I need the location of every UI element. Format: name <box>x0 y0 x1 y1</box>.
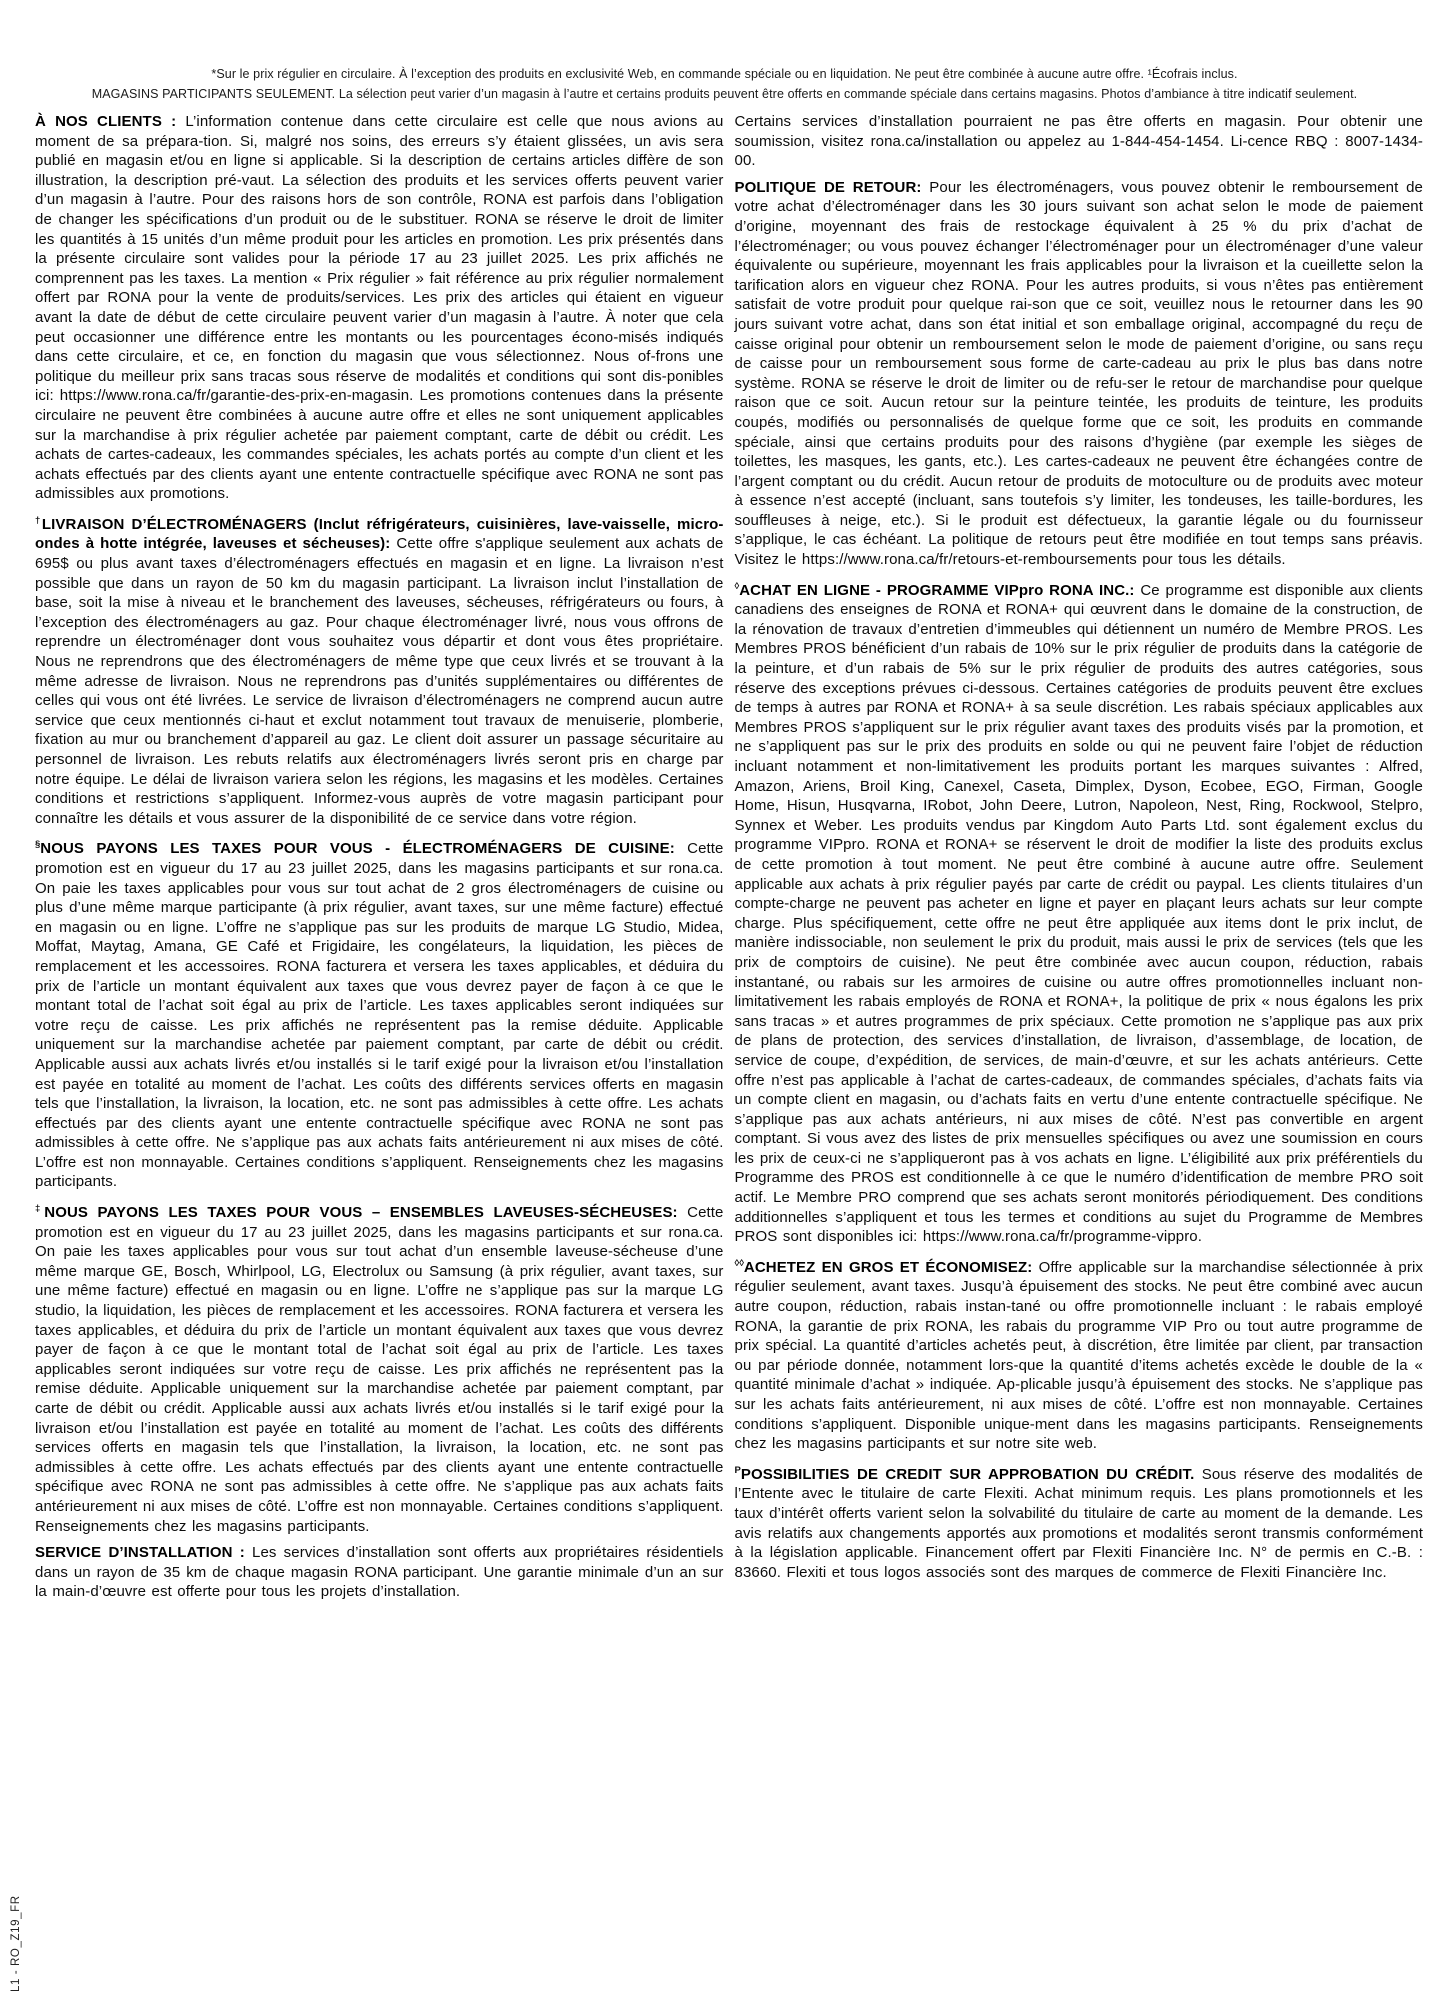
page-code-vertical: L1 - RO_Z19_FR <box>10 1895 22 1992</box>
note-participating-stores: MAGASINS PARTICIPANTS SEULEMENT. La sélection peut varier d’un magasin à l’autre et certains produits peuvent être offerts en commande spéciale dans certains magasins. Photos d’ambiance à titre indicatif seulement. <box>91 87 1358 101</box>
section-heading: SERVICE D’INSTALLATION : <box>35 1544 253 1562</box>
section-heading: NOUS PAYONS LES TAXES POUR VOUS – ENSEMBLES LAVEUSES-SÉCHEUSES: <box>44 1204 688 1222</box>
legal-section <box>735 1254 1424 1454</box>
legal-section <box>735 1461 1424 1583</box>
section-body: L’information contenue dans cette circulaire est celle que nous avions au moment de sa prépara-tion. Si, malgré nos soins, des erreurs s’y étaient glissées, un avis sera publié en magasin et/ou en ligne si applicable. Si la description de certains articles diffère de son illustration, la description pré-vaut. La sélection des produits et les services offerts peuvent varier d’un magasin à l’autre. Pour des raisons hors de son contrôle, RONA est parfois dans l’obligation de changer les spécifications d’un produit ou de le substituer. RONA se réserve le droit de limiter les quantités à 15 unités d’un même produit pour les articles en promotion. Les prix présentés dans la présente circulaire sont valides pour la période 17 au 23 juillet 2025. Les prix affichés ne comprennent pas les taxes. La mention « Prix régulier » fait référence au prix régulier normalement offert par RONA pour la vente de produits/services. Les prix des articles qui étaient en vigueur avant la date de début de cette circulaire peuvent varier d’un magasin à l’autre. À noter que cela peut occasionner une différence entre les montants ou les pourcentages écono-misés indiqués dans cette circulaire, et ce, en fonction du magasin que vous sélectionnez. Nous of-frons une politique du meilleur prix sans tracas sous réserve de modalités et conditions qui sont dis-ponibles ici: https://www.rona.ca/fr/garantie-des-prix-en-magasin. Les promotions contenues dans la présente circulaire ne peuvent être combinées à aucune autre offre et elles ne sont uniquement applicables sur la marchandise à prix régulier achetée par paiement comptant, carte de débit ou crédit. Les achats de cartes-cadeaux, les commandes spéciales, les achats portés au compte d’un client et les achats effectués par des clients ayant une entente contractuelle spécifique avec RONA ne sont pas admissibles aux promotions. <box>35 113 724 503</box>
section-body: Offre applicable sur la marchandise sélectionnée à prix régulier seulement, avant taxes. Jusqu’à épuisement des stocks. Ne peut être combiné avec aucun autre coupon, réduction, rabais instan-tané ou offre promotionnelle incluant : le rabais employé RONA, la garantie de prix RONA, les rabais du programme VIP Pro ou tout autre programme de prix spécial. La quantité d’articles achetés peut, à discrétion, être limitée par client, par transaction ou par période donnée, notamment lors-que la quantité d’items achetés excède le double de la « quantité minimale d’achat » indiquée. Ap-plicable jusqu’à épuisement des stocks. Ne s’applique pas sur les achats faits antérieurement, ni aux mises de côté. L’offre est non monnayable. Certaines conditions s’appliquent. Disponible unique-ment dans les magasins participants. Renseignements chez les magasins participants et sur notre site web. <box>734 1258 1423 1453</box>
legal-columns <box>35 112 1423 1609</box>
section-superscript-icon: P <box>734 1464 741 1476</box>
section-heading: NOUS PAYONS LES TAXES POUR VOUS - ÉLECTROMÉNAGERS DE CUISINE: <box>40 840 688 858</box>
section-superscript-icon: † <box>35 514 42 526</box>
section-body: Les services d’installation sont offerts aux propriétaires résidentiels dans un rayon de 35 km de chaque magasin RONA participant. Une garantie minimale d’un an sur la main-d’œuvre est offerte pour tous les projets d’installation. <box>35 1544 724 1601</box>
legal-left-column <box>35 112 724 1609</box>
section-body: Pour les électroménagers, vous pouvez obtenir le remboursement de votre achat d’électroménager dans les 30 jours suivant son achat selon le mode de paiement d’origine, moyennant des frais de restockage équivalent à 25 % du prix d’achat de l’électroménager; ou vous pouvez échanger l’électroménager pour un électroménager d’une valeur équivalente ou supérieure, moyennant les frais applicables pour la livraison et la cueillette selon la tarification alors en vigueur chez RONA. Pour les autres produits, si vous n’êtes pas entièrement satisfait de votre produit pour quelque rai-son que ce soit, veuillez nous le retourner dans les 90 jours suivant votre achat, dans son état initial et son emballage original, accompagné du reçu de caisse original pour obtenir un remboursement selon le mode de paiement d’origine, ou sans reçu de caisse pour un remboursement sous forme de carte-cadeau au prix le plus bas dans notre système. RONA se réserve le droit de limiter ou de refu-ser le retour de marchandise pour quelque raison que ce soit. Aucun retour sur la peinture teintée, les produits de teinture, les produits coupés, modifiés ou personnalisés de quelque forme que ce soit, les produits en commande spéciale, ainsi que certains produits pour des raisons d’hygiène (par exemple les sièges de toilettes, les masques, les gants, etc.). Les cartes-cadeaux ne peuvent être échangées contre de l’argent comptant ou du crédit. Aucun retour de produits de motoculture ou de produits avec moteur à essence n’est accepté (incluant, sans toutefois s’y limiter, les tondeuses, les taille-bordures, les souffleuses à neige, etc.). Si le produit est défectueux, la garantie légale ou du fournisseur s’applique, le cas échéant. La politique de retours peut être modifiée en tout temps sans préavis. Visitez le https://www.rona.ca/fr/retours-et-remboursements pour tous les détails. <box>734 178 1423 569</box>
section-heading: ACHAT EN LIGNE - PROGRAMME VIPpro RONA INC.: <box>739 581 1141 599</box>
legal-right-column <box>735 112 1424 1589</box>
section-superscript-icon: § <box>35 839 41 851</box>
section-body: Certains services d’installation pourraient ne pas être offerts en magasin. Pour obtenir une soumission, visitez rona.ca/installation ou appelez au 1-844-454-1454. Li-cence RBQ : 8007-1434-00. <box>734 113 1423 170</box>
section-superscript-icon: ‡ <box>35 1203 45 1215</box>
legal-section <box>35 1199 724 1536</box>
section-body: Sous réserve des modalités de l’Entente avec le titulaire de carte Flexiti. Achat minimum requis. Les plans promotionnels et les taux d’intérêt offerts varient selon la solvabilité du titulaire de carte au moment de la demande. Les avis relatifs aux changements apportés aux promotions et modalités seront transmis conformément à la législation applicable. Financement offert par Flexiti Financière Inc. N° de permis en C.-B. : 83660. Flexiti et tous logos associés sont des marques de commerce de Flexiti Financière Inc. <box>734 1465 1423 1581</box>
top-notes <box>0 64 1449 104</box>
legal-section <box>35 112 724 504</box>
legal-section <box>35 835 724 1192</box>
legal-section <box>735 178 1424 570</box>
section-superscript-icon: ◊◊ <box>734 1257 744 1269</box>
legal-section <box>35 1543 724 1602</box>
section-body: Ce programme est disponible aux clients canadiens des enseignes de RONA et RONA+ qui œuvrent dans le domaine de la construction, de la rénovation de travaux d’entretien d’immeubles qui détiennent un numéro de Membre PROS. Les Membres PROS bénéficient d’un rabais de 10% sur le prix régulier de produits dans la catégorie de la peinture, et d’un rabais de 5% sur le prix régulier de produits des autres catégories, sous réserve des exceptions prévues ci-dessous. Certaines catégories de produits peuvent être exclues de temps à autres par RONA et RONA+ à sa seule discrétion. Les rabais spéciaux applicables aux Membres PROS s’appliquent sur le prix régulier avant taxes des produits visés par la promotion, et ne s’appliquent pas sur le prix des produits en solde ou qui ne peuvent faire l’objet de réduction incluant notamment et non-limitativement les produits portant les marques suivantes : Alfred, Amazon, Ariens, Broil King, Canexel, Caseta, Dimplex, Dyson, Ecobee, EGO, Firman, Google Home, Hisun, Husqvarna, IRobot, John Deere, Lutron, Napoleon, Nest, Ring, Rockwool, Stelpro, Synnex et Weber. Les produits vendus par Kingdom Auto Parts Ltd. sont également exclus du programme VIPpro. RONA et RONA+ se réservent le droit de modifier la liste des produits exclus de cette promotion à tout moment. Ne peut être combiné à aucune autre offre. Seulement applicable aux achats à prix régulier payés par carte de crédit ou paypal. Les clients titulaires d’un compte-charge ne peuvent pas acheter en ligne et payer en plaçant leurs achats sur leur compte charge. Plus spécifiquement, cette offre ne peut être appliquée aux items dont le prix inclut, de manière indissociable, non seulement le prix du produit, mais aussi le prix de services (tels que les prix de comptoirs de cuisine). Ne peut être combinée avec aucun coupon, réduction, rabais instantané, ou rabais sur les armoires de cuisine ou autre offres promotionnelles incluant non-limitativement les rabais employés de RONA et RONA+, la politique de prix « nous égalons les prix sans tracas » et autres programmes de prix spéciaux. Cette promotion ne s’applique pas aux prix de plans de protection, des services d’installation, de livraison, d’assemblage, de location, de service de coupe, d’expédition, de services, de main-d’œuvre, et sur les achats antérieurs. Cette offre n’est pas applicable à l’achat de cartes-cadeaux, de commandes spéciales, d’achats faits via un compte client en magasin, ou d’achats faits en vertu d’une entente contractuelle spécifique. Ne s’applique pas aux achats antérieurs, ni aux mises de côté. N’est pas convertible en argent comptant. Si vous avez des listes de prix mensuelles spécifiques ou avez une soumission en cours les prix de ceux-ci ne s’appliqueront pas à vos achats en ligne. L’éligibilité aux prix préférentiels du Programme des PROS est conditionnelle à ce que le numéro d’identification de membre PRO soit actif. Le Membre PRO comprend que ses achats seront monitorés périodiquement. Des conditions additionnelles s’appliquent et tous les termes et conditions au sujet du Programme de Membres PROS sont disponibles ici: https://www.rona.ca/fr/programme-vippro. <box>734 581 1424 1246</box>
section-heading: POLITIQUE DE RETOUR: <box>734 178 930 196</box>
section-superscript-icon: ◊ <box>734 580 740 592</box>
legal-section <box>735 112 1424 171</box>
section-body: Cette promotion est en vigueur du 17 au 23 juillet 2025, dans les magasins participants et sur rona.ca. On paie les taxes applicables pour vous sur tout achat de 2 gros électroménagers de cuisine ou plus d’une même marque participante (à prix régulier, avant taxes, sur une même facture) effectué en magasin ou en ligne. L’offre ne s’applique pas sur les produits de marque LG Studio, Midea, Moffat, Maytag, Amana, GE Café et Frigidaire, les congélateurs, la liquidation, les pièces de remplacement et les accessoires. RONA facturera et versera les taxes applicables, et déduira du prix de l’article un montant équivalent aux taxes que vous devrez payer de façon à ce que le montant total de l’achat soit égal au prix de l’article. Les taxes applicables seront indiquées sur votre reçu de caisse. Les prix affichés ne représentent pas la remise déduite. Applicable uniquement sur la marchandise achetée par paiement comptant, par carte de débit ou crédit. Applicable aussi aux achats livrés et/ou installés si le tarif exigé pour la livraison et/ou l’installation est payée en totalité au moment de l’achat. Les coûts des différents services offerts en magasin tels que l’installation, la livraison, la location, etc. ne sont pas admissibles à cette offre. Les achats effectués par des clients ayant une entente contractuelle spécifique avec RONA ne sont pas admissibles à cette offre. Ne s’applique pas aux achats faits antérieurement ni aux mises de côté. L’offre est non monnayable. Certaines conditions s’appliquent. Renseignements chez les magasins participants. <box>35 840 724 1191</box>
legal-section <box>35 511 724 829</box>
note-regular-price: *Sur le prix régulier en circulaire. À l’exception des produits en exclusivité Web, en commande spéciale ou en liquidation. Ne peut être combinée à aucune autre offre. ¹Écofrais inclus. <box>211 67 1238 81</box>
section-body: Cette promotion est en vigueur du 17 au 23 juillet 2025, dans les magasins participants et sur rona.ca. On paie les taxes applicables pour vous sur tout achat d’un ensemble laveuse-sécheuse d’une même marque GE, Bosch, Whirlpool, LG, Electrolux ou Samsung (à prix régulier, avant taxes, sur une même facture) effectué en magasin ou en ligne. L’offre ne s’applique pas sur la marque LG studio, la liquidation, les pièces de remplacement et les accessoires. RONA facturera et versera les taxes applicables, et déduira du prix de l’article un montant équivalent aux taxes que vous devrez payer de façon à ce que le montant total de l’achat soit égal au prix de l’article. Les taxes applicables seront indiquées sur votre reçu de caisse. Les prix affichés ne représentent pas la remise déduite. Applicable uniquement sur la marchandise achetée par paiement comptant, par carte de débit ou crédit. Applicable aussi aux achats livrés et/ou installés si le tarif exigé pour la livraison et/ou l’installation est payée en totalité au moment de l’achat. Les coûts des différents services offerts en magasin tels que l’installation, la livraison, la location, etc. ne sont pas admissibles à cette offre. Les achats effectués par des clients ayant une entente contractuelle spécifique avec RONA ne sont pas admissibles à cette offre. Ne s’applique pas aux achats faits antérieurement ni aux mises de côté. L’offre est non monnayable. Certaines conditions s’appliquent. Renseignements chez les magasins participants. <box>35 1204 724 1535</box>
legal-section <box>735 577 1424 1247</box>
section-heading: À NOS CLIENTS : <box>35 113 186 130</box>
section-body: Cette offre s'applique seulement aux achats de 695$ ou plus avant taxes d’électroménagers effectués en magasin et en ligne. La livraison n’est possible que dans un rayon de 50 km du magasin participant. La livraison inclut l’installation de base, soit la mise à niveau et le branchement des laveuses, sécheuses, réfrigérateurs ou fours, à l’exception des électroménagers au gaz. Pour chaque électroménager livré, nous vous offrons de reprendre un électroménager dont vous souhaitez vous départir et dont vous êtes propriétaire. Nous ne reprendrons que des électroménagers de même type que ceux livrés et se trouvant à la même adresse de livraison. Nous ne reprendrons pas d’unités supplémentaires ou différentes de celles qui vous ont été livrées. Le service de livraison d’électroménagers ne comprend aucun autre service que ceux mentionnés ci-haut et exclut notamment tout travaux de menuiserie, plomberie, fixation au mur ou branchement d’appareil au gaz. Le client doit assurer un passage sécuritaire au personnel de livraison. Les rebuts relatifs aux électroménagers livrés seront pris en charge par notre équipe. Le délai de livraison variera selon les régions, les magasins et les modèles. Certaines conditions et restrictions s’appliquent. Informez-vous auprès de votre magasin participant pour connaître les détails et vous assurer de la disponibilité de ce service dans votre région. <box>35 535 724 827</box>
section-heading: LIVRAISON D’ÉLECTROMÉNAGERS (Inclut réfrigérateurs, cuisinières, lave-vaisselle, micro-ondes à hotte intégrée, laveuses et sécheuses): <box>35 515 724 553</box>
section-heading: ACHETEZ EN GROS ET ÉCONOMISEZ: <box>743 1258 1039 1276</box>
section-heading: POSSIBILITIES DE CREDIT SUR APPROBATION DU CRÉDIT. <box>740 1465 1202 1483</box>
